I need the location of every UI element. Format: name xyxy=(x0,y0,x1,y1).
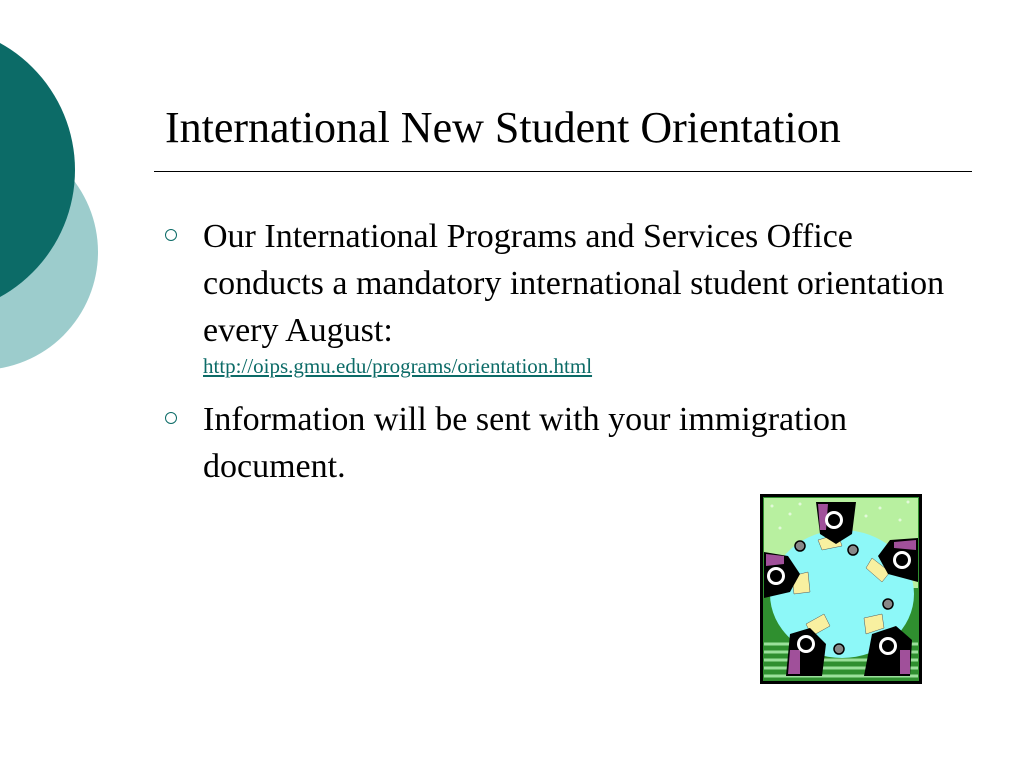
bullet-text: Information will be sent with your immigration document. xyxy=(203,401,848,485)
bullet-item xyxy=(165,396,965,490)
hollow-circle-bullet-icon xyxy=(165,412,177,424)
bullet-body xyxy=(203,396,965,490)
bullet-body xyxy=(203,213,965,378)
orientation-link[interactable]: http://oips.gmu.edu/programs/orientation.html xyxy=(203,354,593,378)
people-around-table-clipart xyxy=(760,494,922,684)
bullet-text: Our International Programs and Services Office conducts a mandatory international student orientation every August: xyxy=(203,218,945,349)
hollow-circle-bullet-icon xyxy=(165,229,177,241)
slide-title: International New Student Orientation xyxy=(165,103,841,152)
bullet-item xyxy=(165,213,965,378)
title-divider xyxy=(154,171,972,172)
decorative-teal-circles xyxy=(0,0,110,410)
